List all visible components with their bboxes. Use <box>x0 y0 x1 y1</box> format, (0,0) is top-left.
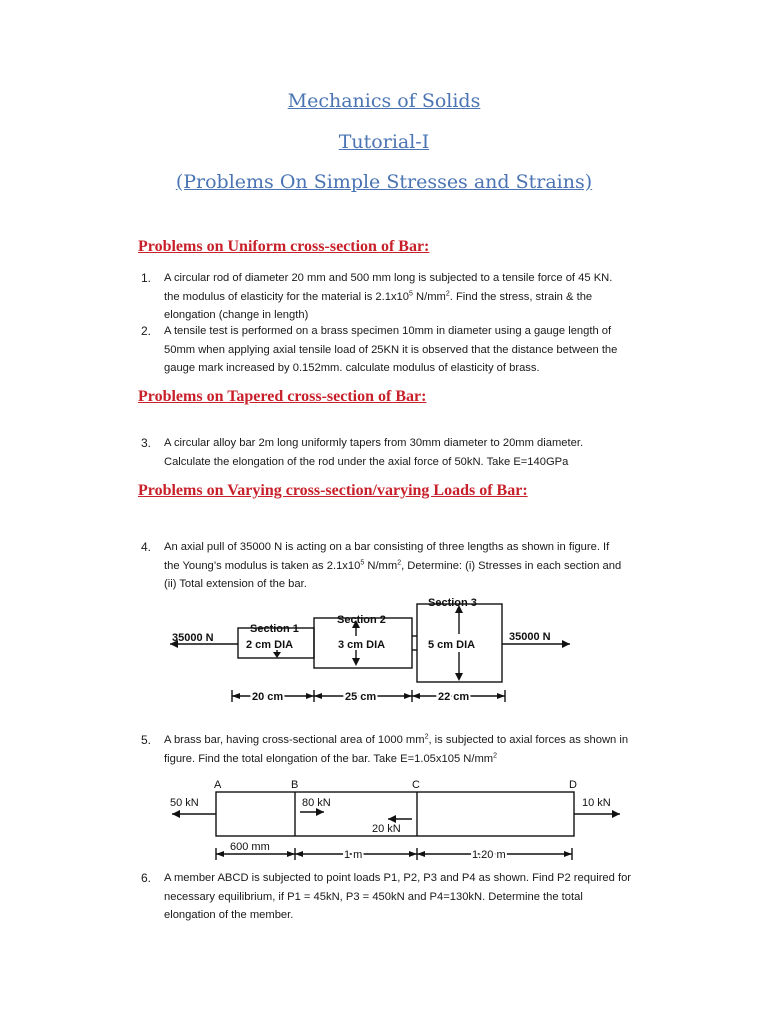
heading-uniform: Problems on Uniform cross-section of Bar: <box>138 238 430 255</box>
load-label-c: 20 kN <box>372 823 401 835</box>
problem-line: Calculate the elongation of the rod under the axial force of 50kN. Take E=140GPa <box>164 455 569 468</box>
problem-text <box>164 269 664 325</box>
problem-line: 50mm when applying axial tensile load of 25KN it is observed that the distance between the <box>164 343 618 356</box>
problem-line: An axial pull of 35000 N is acting on a bar consisting of three lengths as shown in figure. If <box>164 541 610 553</box>
section-3-label: Section 3 <box>428 597 477 609</box>
length-1-label: 20 cm <box>252 691 284 703</box>
problem-line: the modulus of elasticity for the material is $2.1x10^5$ $N/mm^2$. Find the stress, strain & the <box>164 289 593 303</box>
section-2-label: Section 2 <box>337 614 386 626</box>
length-3-label: 1.20 m <box>472 849 506 861</box>
point-label-b: B <box>291 779 299 791</box>
point-label-d: D <box>569 779 577 791</box>
problem-line: A member ABCD is subjected to point loads P1, P2, P3 and P4 as shown. Find P2 required for <box>164 872 632 884</box>
point-label-a: A <box>214 779 222 791</box>
problem-line: elongation (change in length) <box>164 309 309 322</box>
heading-tapered: Problems on Tapered cross-section of Bar: <box>138 388 427 405</box>
problem-line: (ii) Total extension of the bar. <box>164 578 307 591</box>
section-1-label: Section 1 <box>250 623 299 635</box>
heading-varying: Problems on Varying cross-section/varying Loads of Bar: <box>138 482 528 499</box>
point-label-c: C <box>412 779 420 791</box>
subtitle-wrap <box>0 171 768 193</box>
problem-line: elongation of the member. <box>164 909 294 922</box>
problem-number: 4. <box>141 540 152 554</box>
problem-line: A circular rod of diameter 20 mm and 500 mm long is subjected to a tensile force of 45 KN. <box>164 272 613 284</box>
length-1-label: 600 mm <box>230 841 270 853</box>
length-2-label: 1 m <box>344 849 363 861</box>
load-label-right: 10 kN <box>582 797 611 809</box>
dia-1-label: 2 cm DIA <box>246 639 294 651</box>
problem-line: A circular alloy bar 2m long uniformly tapers from 30mm diameter to 20mm diameter. <box>164 437 584 449</box>
problem-line: figure. Find the total elongation of the bar. Take E=1.05x105 $N/mm^2$ <box>164 751 498 765</box>
problem-number: 3. <box>141 436 152 450</box>
dia-2-label: 3 cm DIA <box>338 639 386 651</box>
load-label-right: 35000 N <box>509 631 551 643</box>
load-label-left: 50 kN <box>170 797 199 809</box>
problem-line: the Young’s modulus is taken as $2.1x10^5$ $N/mm^2$, Determine: (i) Stresses in each section and <box>164 558 622 572</box>
length-2-label: 25 cm <box>345 691 377 703</box>
figure-three-section-bar <box>160 592 580 710</box>
problem-text <box>164 434 664 471</box>
load-label-left: 35000 N <box>172 632 214 644</box>
tutorial-title: Tutorial-I <box>338 131 430 153</box>
problem-number: 6. <box>141 871 152 885</box>
problem-text <box>164 869 664 925</box>
problem-line: necessary equilibrium, if P1 = 45kN, P3 = 450kN and P4=130kN. Determine the total <box>164 890 583 903</box>
problem-number: 2. <box>141 324 152 338</box>
page-subtitle: (Problems On Simple Stresses and Strains) <box>175 171 593 193</box>
problem-line: gauge mark increased by 0.152mm. calculate modulus of elasticity of brass. <box>164 362 540 375</box>
problem-number: 1. <box>141 271 152 285</box>
title-block <box>0 90 768 112</box>
problem-line: A tensile test is performed on a brass specimen 10mm in diameter using a gauge length of <box>164 325 612 337</box>
page-title: Mechanics of Solids <box>287 90 481 112</box>
load-label-b: 80 kN <box>302 797 331 809</box>
problem-text <box>164 322 664 378</box>
tutorial-title-wrap <box>0 131 768 153</box>
length-3-label: 22 cm <box>438 691 470 703</box>
problem-text <box>164 538 664 594</box>
problem-number: 5. <box>141 733 152 747</box>
dia-3-label: 5 cm DIA <box>428 639 476 651</box>
problem-line: A brass bar, having cross-sectional area of 1000 $mm^2$, is subjected to axial forces as shown in <box>164 733 629 746</box>
problem-text <box>164 731 664 768</box>
figure-abcd-bar <box>162 776 632 864</box>
